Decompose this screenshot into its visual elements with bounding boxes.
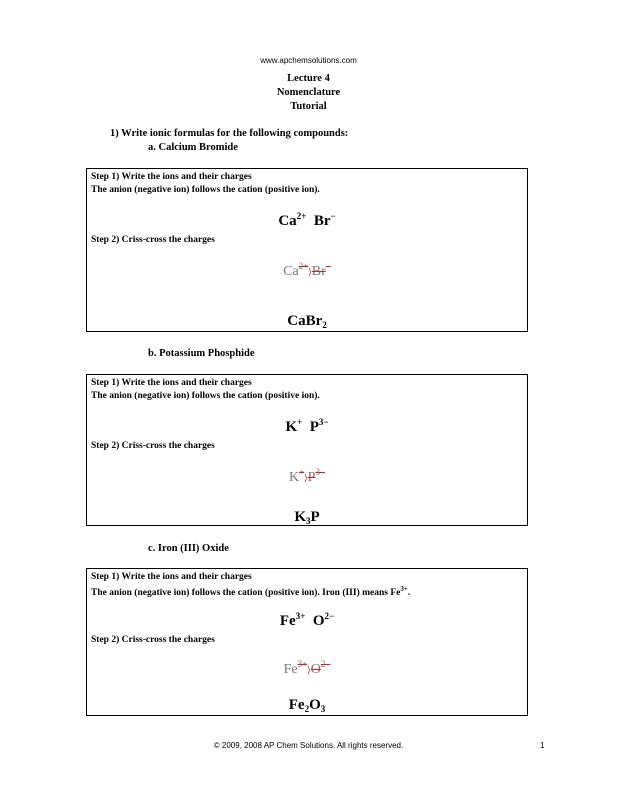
ions-b: K+ $P^{3-}$ xyxy=(285,417,329,435)
crisscross-c: $Fe^{3+}⟩O^{2-}$ xyxy=(283,659,331,677)
formula-a: CaBr$_2$ xyxy=(287,313,327,330)
ions-c: $Fe^{3+}$ $O^{2-}$ xyxy=(279,611,335,629)
problem-label-b: b. Potassium Phosphide xyxy=(148,348,255,359)
copyright: © 2009, 2008 AP Chem Solutions. All rights reserved. xyxy=(213,741,404,750)
lecture-number: Lecture 4 xyxy=(287,73,330,84)
crisscross-arrow-icon: ⟩ xyxy=(308,267,312,277)
step2-heading: Step 2) Criss-cross the charges xyxy=(91,441,215,451)
lecture-kind: Tutorial xyxy=(290,101,327,112)
anion-rule: The anion (negative ion) follows the cation (positive ion). xyxy=(91,391,320,401)
anion-rule: The anion (negative ion) follows the cation (positive ion). xyxy=(91,185,320,195)
step1-heading: Step 1) Write the ions and their charges xyxy=(91,378,252,388)
problem-box-c xyxy=(86,568,528,716)
problem-label-c: c. Iron (III) Oxide xyxy=(148,543,229,554)
step1-heading: Step 1) Write the ions and their charges xyxy=(91,172,252,182)
lecture-topic: Nomenclature xyxy=(276,87,341,98)
step2-heading: Step 2) Criss-cross the charges xyxy=(91,635,215,645)
step1-heading: Step 1) Write the ions and their charges xyxy=(91,572,252,582)
question-prompt: 1) Write ionic formulas for the following compounds: xyxy=(110,128,349,139)
site-url: www.apchemsolutions.com xyxy=(260,56,357,65)
crisscross-a: $Ca^{2+}⟩Br^-$ xyxy=(283,261,331,279)
crisscross-arrow-icon: ⟩ xyxy=(304,473,308,483)
problem-label-a: a. Calcium Bromide xyxy=(148,142,238,153)
crisscross-arrow-icon: ⟩ xyxy=(307,665,311,675)
ions-a: $Ca^{2+}$ Br− xyxy=(278,211,336,229)
formula-b: $K_3P$ xyxy=(294,509,320,526)
anion-rule-with-note: The anion (negative ion) follows the cation (positive ion). Iron (III) means $Fe^{3+}$. xyxy=(91,585,411,599)
crisscross-b: $K^+⟩P^{3-}$ xyxy=(288,467,326,485)
page-number: 1 xyxy=(540,741,545,750)
problem-box-b xyxy=(86,374,528,526)
step2-heading: Step 2) Criss-cross the charges xyxy=(91,235,215,245)
formula-c: $Fe_2O_3$ xyxy=(288,697,326,714)
problem-box-a xyxy=(86,168,528,332)
